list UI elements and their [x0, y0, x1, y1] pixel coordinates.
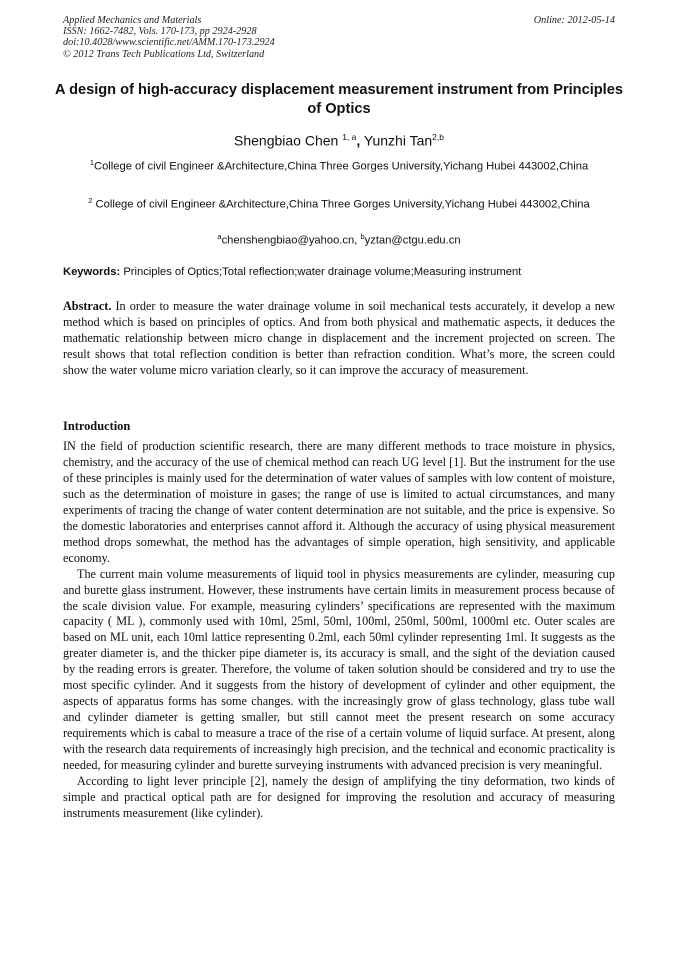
affiliation-text: College of civil Engineer &Architecture,China Three Gorges University,Yichang Hubei 443002,China — [95, 198, 590, 211]
paper-title: A design of high-accuracy displacement measurement instrument from Principles of Optics — [55, 82, 623, 117]
abstract — [63, 299, 615, 379]
affiliation-text: College of civil Engineer &Architecture,China Three Gorges University,Yichang Hubei 443002,China — [94, 160, 589, 173]
issn-line: ISSN: 1662-7482, Vols. 170-173, pp 2924-2928 — [63, 26, 257, 38]
journal-header — [63, 15, 615, 60]
abstract-text: In order to measure the water drainage volume in soil mechanical tests accurately, it develop a new method which is based on principles of optics. And from both physical and mathematic aspects, it deduces the mathematic relationship between micro change in displacement and the increment projected on screen. The result shows that total reflection condition is better than refraction condition. What’s more, the screen could show the water volume micro variation clearly, so it can improve the accuracy of measurement. — [63, 299, 615, 377]
author-separator: , — [356, 132, 361, 149]
affiliation-2 — [75, 193, 603, 213]
introduction-body — [63, 439, 615, 822]
email-address[interactable]: chenshengbiao@yahoo.cn, — [221, 234, 358, 247]
email-superscript: b — [360, 232, 365, 241]
affiliation-superscript: 1 — [89, 158, 94, 167]
affiliation-1 — [75, 155, 603, 175]
keywords — [63, 265, 623, 280]
author-name: Yunzhi Tan — [363, 132, 433, 149]
email-superscript: a — [217, 232, 222, 241]
author-superscript: 1, a — [342, 132, 357, 142]
abstract-label: Abstract. — [63, 299, 112, 313]
paragraph: The current main volume measurements of liquid tool in physics measurements are cylinder, measuring cup and burette glass instrument. However, these instruments have certain limits in measurement process because of the scale division value. For example, measuring cylinders’ specifications are represented with the maximum capacity ( ML ), commonly used with 10ml, 25ml, 50ml, 100ml, 250ml, 500ml, 1000ml etc. Outer scales are based on ML unit, each 10ml lattice representing 0.2ml, each 50ml cylinder representing 1ml. It suggests as the greater diameter is, and the thicker pipe diameter is, its accuracy is small, and the sight of the deviation caused by the reading errors is greater. Therefore, the volume of taken solution should be considered and try to use the most specific cylinder. And it suggests from the history of development of cylinder and other equipment, the aspects of apparatus forms has some changes. with the increasingly grow of glass technology, glass tube wall and cylinder diameter is getting smaller, but still cannot meet the present research on some accuracy requirements which is cabal to measure a trace of the rise of a certain volume of liquid surface. At present, along with the research data requirements of increasingly high precision, and the technical and economic practicality is needed, for measuring cylinder and burette surveying instruments with advanced precision is very meaningful. — [63, 566, 615, 773]
copyright-line: © 2012 Trans Tech Publications Ltd, Switzerland — [63, 48, 265, 60]
section-heading: Introduction — [63, 419, 131, 433]
affiliation-superscript: 2 — [88, 196, 93, 205]
paragraph: According to light lever principle [2], namely the design of amplifying the tiny deformation, two kinds of simple and practical optical path are for designed for improving the resolution and accuracy of measuring instruments measurement (like cylinder). — [63, 774, 615, 820]
journal-name: Applied Mechanics and Materials — [63, 15, 202, 26]
email-line — [75, 229, 603, 249]
author-line — [40, 128, 638, 150]
doi-line: doi:10.4028/www.scientific.net/AMM.170-173.2924 — [63, 37, 275, 49]
keywords-label: Keywords: — [63, 266, 121, 278]
email-address[interactable]: yztan@ctgu.edu.cn — [364, 234, 461, 247]
paragraph: IN the field of production scientific research, there are many different methods to trace moisture in physics, chemistry, and the accuracy of the use of chemical method can reach UG level [1]. But the instrument for the use of these principles is mainly used for the determination of water values of samples with low content of moisture, such as the determination of moisture in gases; the range of use is limited to actual circumstances, and many experiments of tracing the change of water content determination are not suitable, and the price is expensive. So the domestic laboratories and enterprises cannot afford it. Although the accuracy of using physical measurement method drops somewhat, the method has the advantages of simple operation, high sensitivity, and applicable economy. — [63, 439, 615, 565]
author-name: Shengbiao Chen — [234, 132, 339, 149]
keywords-text: Principles of Optics;Total reflection;water drainage volume;Measuring instrument — [123, 266, 522, 278]
online-date: Online: 2012-05-14 — [533, 15, 615, 26]
author-superscript: 2,b — [432, 132, 444, 142]
